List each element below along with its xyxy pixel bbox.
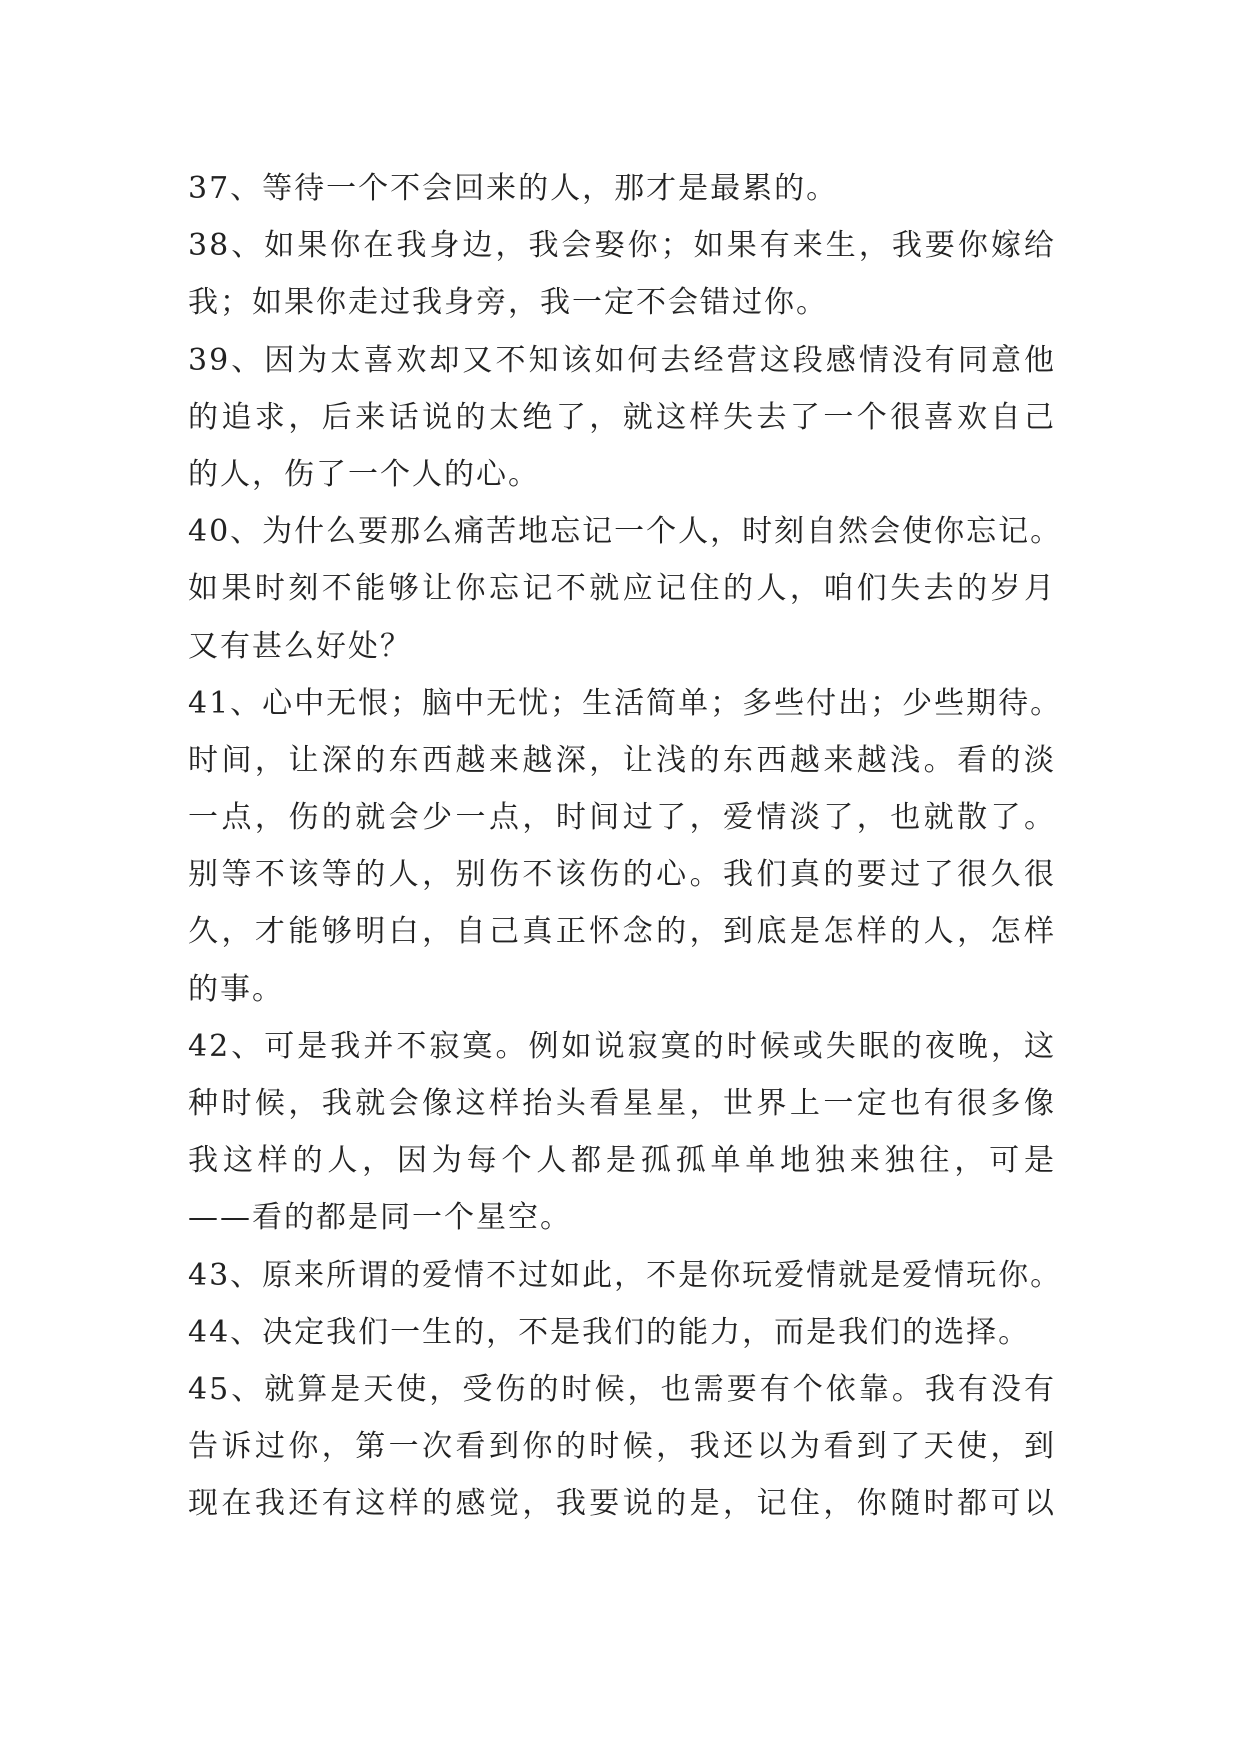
paragraph-line: 种时候，我就会像这样抬头看星星，世界上一定也有很多像 — [188, 1086, 1056, 1121]
paragraph-line: 告诉过你，第一次看到你的时候，我还以为看到了天使，到 — [188, 1429, 1056, 1465]
paragraph-43 — [188, 1247, 1063, 1304]
paragraph-40 — [188, 503, 1063, 675]
paragraph-line: 42、可是我并不寂寞。例如说寂寞的时候或失眠的夜晚，这 — [188, 1028, 1056, 1064]
paragraph-line: 40、为什么要那么痛苦地忘记一个人，时刻自然会使你忘记。 — [188, 514, 1063, 550]
paragraph-41 — [188, 675, 1063, 1018]
paragraph-line: 我这样的人，因为每个人都是孤孤单单地独来独往，可是 — [188, 1143, 1056, 1179]
paragraph-line: 38、如果你在我身边，我会娶你；如果有来生，我要你嫁给 — [188, 228, 1056, 264]
paragraph-line: 45、就算是天使，受伤的时候，也需要有个依靠。我有没有 — [188, 1371, 1056, 1407]
paragraph-39 — [188, 332, 1056, 504]
paragraph-45 — [188, 1361, 1056, 1533]
paragraph-line: 的追求，后来话说的太绝了，就这样失去了一个很喜欢自己 — [188, 399, 1056, 435]
paragraph-line: 37、等待一个不会回来的人，那才是最累的。 — [188, 171, 839, 206]
paragraph-44 — [188, 1304, 1056, 1361]
paragraph-line: ——看的都是同一个星空。 — [188, 1200, 572, 1236]
paragraph-line: 43、原来所谓的爱情不过如此，不是你玩爱情就是爱情玩你。 — [188, 1257, 1063, 1293]
paragraph-line: 的人，伤了一个人的心。 — [188, 456, 540, 492]
paragraph-line: 现在我还有这样的感觉，我要说的是，记住，你随时都可以 — [188, 1486, 1056, 1522]
paragraph-line: 一点，伤的就会少一点，时间过了，爱情淡了，也就散了。 — [188, 800, 1056, 836]
paragraph-line: 39、因为太喜欢却又不知该如何去经营这段感情没有同意他 — [188, 342, 1056, 378]
paragraph-line: 41、心中无恨；脑中无忧；生活简单；多些付出；少些期待。 — [188, 685, 1063, 721]
document-page — [188, 160, 1063, 1533]
paragraph-line: 我；如果你走过我身旁，我一定不会错过你。 — [188, 285, 828, 321]
paragraph-line: 久，才能够明白，自己真正怀念的，到底是怎样的人，怎样 — [188, 914, 1056, 950]
paragraph-line: 的事。 — [188, 971, 284, 1007]
paragraph-line: 又有甚么好处？ — [188, 628, 412, 664]
paragraph-line: 如果时刻不能够让你忘记不就应记住的人，咱们失去的岁月 — [188, 571, 1056, 607]
paragraph-line: 时间，让深的东西越来越深，让浅的东西越来越浅。看的淡 — [188, 742, 1056, 778]
paragraph-38 — [188, 217, 1056, 331]
paragraph-42 — [188, 1018, 1056, 1247]
paragraph-line: 44、决定我们一生的，不是我们的能力，而是我们的选择。 — [188, 1314, 1031, 1350]
paragraph-line: 别等不该等的人，别伤不该伤的心。我们真的要过了很久很 — [188, 857, 1056, 893]
paragraph-37 — [188, 160, 1056, 217]
